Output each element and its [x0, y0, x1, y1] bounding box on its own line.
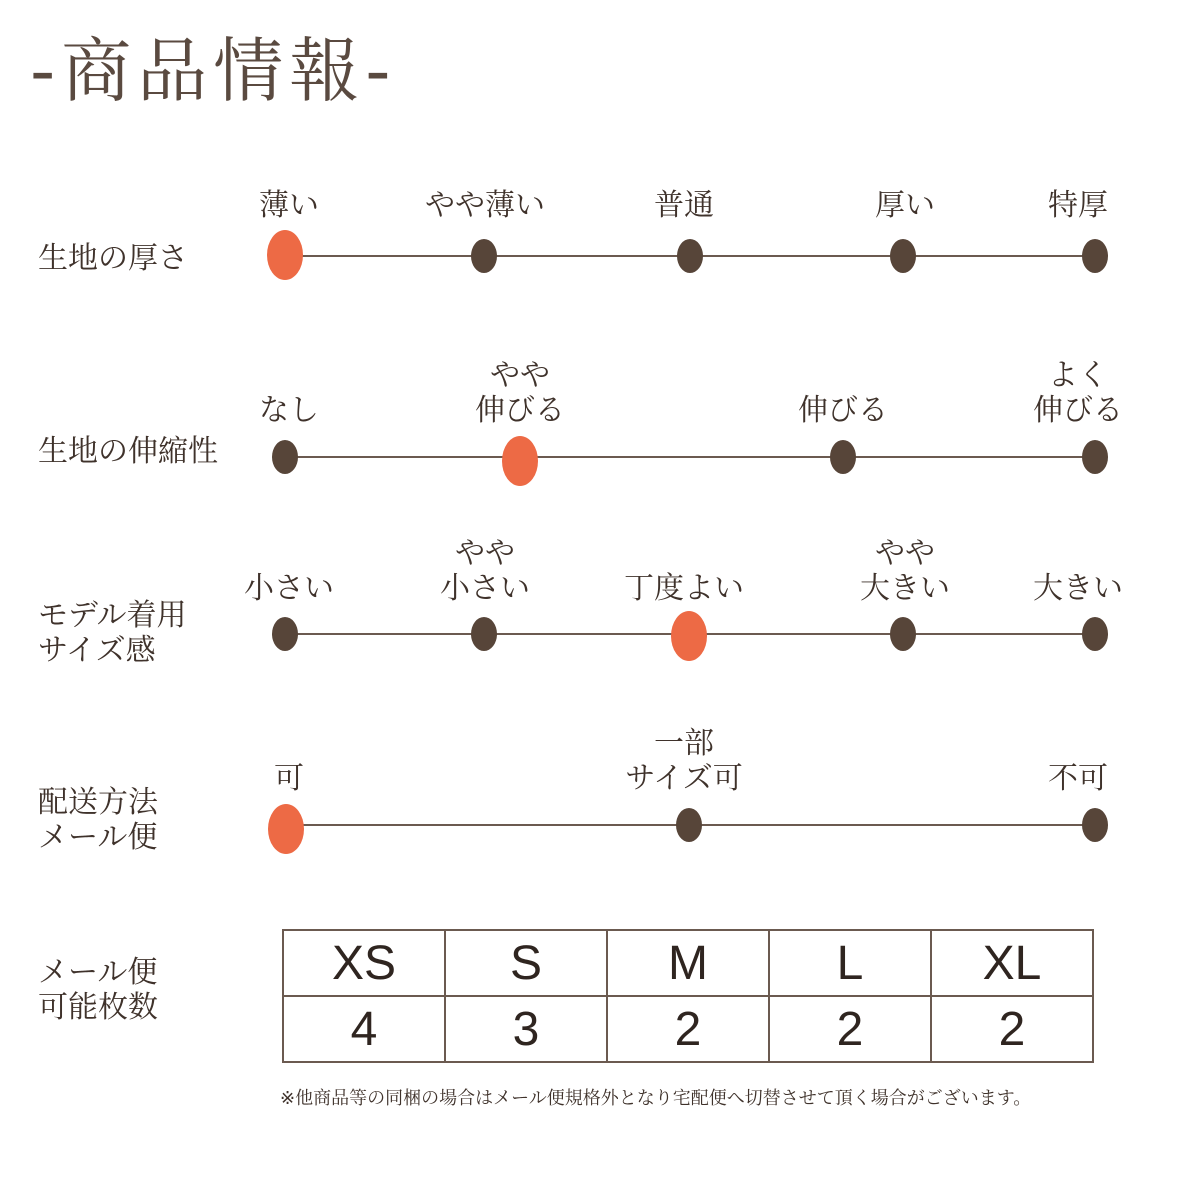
fit-dot-selected	[671, 611, 707, 661]
stretch-track	[285, 456, 1095, 458]
fit-dot	[272, 617, 298, 651]
count-cell: 4	[283, 996, 445, 1062]
count-cell: 2	[607, 996, 769, 1062]
stretch-option: よく 伸びる	[1033, 358, 1123, 428]
fit-option: やや 小さい	[440, 536, 530, 606]
size-cell: M	[607, 930, 769, 996]
shipping-label: 配送方法 メール便	[38, 785, 158, 855]
size-cell: L	[769, 930, 931, 996]
thickness-dot-selected	[267, 230, 303, 280]
thickness-dot	[890, 239, 916, 273]
thickness-option: 厚い	[875, 188, 935, 223]
stretch-dot	[830, 440, 856, 474]
thickness-option: やや薄い	[425, 188, 545, 223]
stretch-dot	[272, 440, 298, 474]
stretch-option: 伸びる	[798, 393, 888, 428]
page-title: -商品情報-	[30, 30, 397, 112]
stretch-option: なし	[259, 393, 319, 428]
shipping-option: 不可	[1048, 761, 1108, 796]
thickness-option: 特厚	[1048, 188, 1108, 223]
fit-option: やや 大きい	[860, 536, 950, 606]
stretch-dot	[1082, 440, 1108, 474]
thickness-label: 生地の厚さ	[38, 241, 188, 276]
stretch-dot-selected	[502, 436, 538, 486]
shipping-dot	[676, 808, 702, 842]
count-cell: 3	[445, 996, 607, 1062]
thickness-dot	[471, 239, 497, 273]
shipping-dot-selected	[268, 804, 304, 854]
count-cell: 2	[769, 996, 931, 1062]
fit-dot	[890, 617, 916, 651]
shipping-option: 一部 サイズ可	[625, 726, 743, 796]
count-row	[283, 996, 1093, 1062]
mail-capacity-label: メール便 可能枚数	[38, 955, 158, 1025]
fit-option: 丁度よい	[624, 571, 744, 606]
thickness-option: 薄い	[259, 188, 319, 223]
stretch-label: 生地の伸縮性	[38, 434, 218, 469]
fit-option: 小さい	[244, 571, 334, 606]
size-cell: S	[445, 930, 607, 996]
size-row	[283, 930, 1093, 996]
thickness-dot	[677, 239, 703, 273]
fit-label: モデル着用 サイズ感	[38, 598, 187, 668]
size-cell: XS	[283, 930, 445, 996]
stretch-option: やや 伸びる	[475, 358, 565, 428]
thickness-option: 普通	[654, 188, 714, 223]
fit-dot	[471, 617, 497, 651]
shipping-note: ※他商品等の同梱の場合はメール便規格外となり宅配便へ切替させて頂く場合がございます。	[280, 1088, 1032, 1109]
fit-option: 大きい	[1033, 571, 1123, 606]
shipping-option: 可	[274, 761, 304, 796]
count-cell: 2	[931, 996, 1093, 1062]
fit-dot	[1082, 617, 1108, 651]
thickness-dot	[1082, 239, 1108, 273]
size-cell: XL	[931, 930, 1093, 996]
shipping-dot	[1082, 808, 1108, 842]
mail-capacity-table	[282, 929, 1094, 1063]
